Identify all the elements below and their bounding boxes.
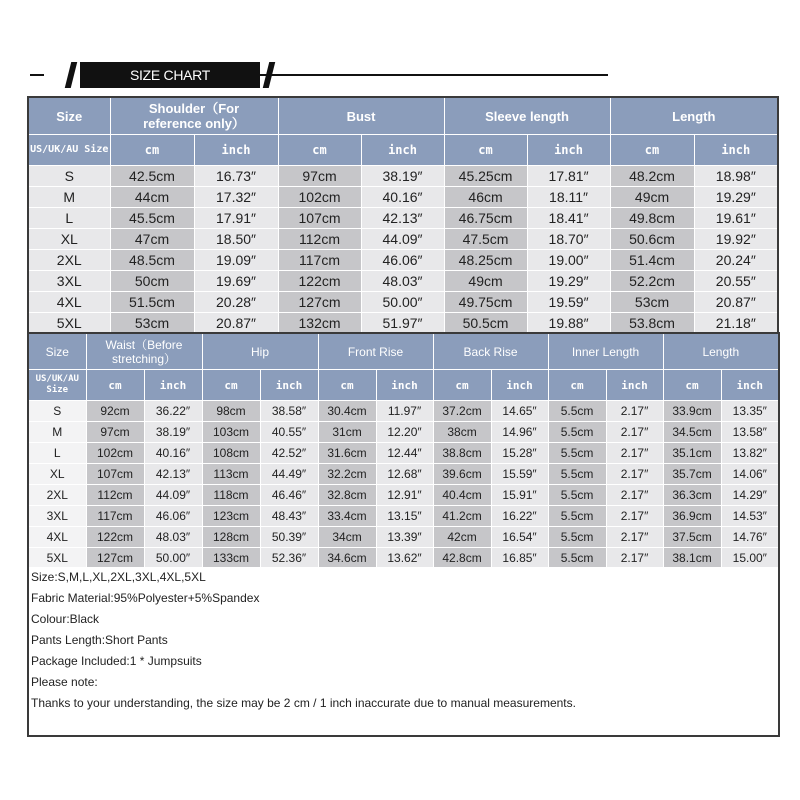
measurement-cell: 42.52″	[260, 443, 318, 464]
top-table-unit-row	[28, 135, 778, 166]
size-cell: 2XL	[28, 250, 110, 271]
measurement-cell: 5.5cm	[548, 548, 606, 570]
size-cell: XL	[28, 464, 86, 485]
measurement-cell: 39.6cm	[433, 464, 491, 485]
measurement-cell: 2.17″	[606, 548, 663, 570]
measurement-cell: 33.9cm	[663, 401, 721, 422]
header-back-rise: Back Rise	[433, 333, 548, 370]
measurement-cell: 50.5cm	[444, 313, 527, 335]
measurement-cell: 117cm	[278, 250, 361, 271]
measurement-cell: 53.8cm	[610, 313, 694, 335]
measurement-cell: 49.75cm	[444, 292, 527, 313]
measurement-cell: 49cm	[610, 187, 694, 208]
measurement-cell: 18.50″	[194, 229, 278, 250]
measurement-cell: 18.41″	[527, 208, 610, 229]
measurement-cell: 48.5cm	[110, 250, 194, 271]
measurement-cell: 38.1cm	[663, 548, 721, 570]
measurement-cell: 14.53″	[721, 506, 779, 527]
measurement-cell: 19.00″	[527, 250, 610, 271]
table-row	[28, 527, 779, 548]
measurement-cell: 31cm	[318, 422, 376, 443]
measurement-cell: 35.1cm	[663, 443, 721, 464]
measurement-cell: 14.96″	[491, 422, 548, 443]
measurement-cell: 122cm	[278, 271, 361, 292]
measurement-cell: 42.5cm	[110, 166, 194, 187]
unit-cm: cm	[548, 370, 606, 401]
measurement-cell: 19.59″	[527, 292, 610, 313]
measurement-cell: 13.35″	[721, 401, 779, 422]
measurement-cell: 127cm	[86, 548, 144, 570]
banner-rule	[256, 74, 608, 76]
bottom-table-body	[28, 401, 779, 570]
header-waist: Waist（Before stretching）	[86, 333, 202, 370]
measurement-cell: 19.88″	[527, 313, 610, 335]
measurement-cell: 12.20″	[376, 422, 433, 443]
measurement-cell: 13.62″	[376, 548, 433, 570]
size-region-label: US/UK/AU Size	[28, 370, 86, 401]
measurement-cell: 20.87″	[194, 313, 278, 335]
size-cell: 3XL	[28, 506, 86, 527]
measurement-cell: 15.59″	[491, 464, 548, 485]
table-row	[28, 292, 778, 313]
measurement-cell: 19.29″	[527, 271, 610, 292]
unit-inch: inch	[260, 370, 318, 401]
unit-cm: cm	[318, 370, 376, 401]
unit-cm: cm	[86, 370, 144, 401]
measurement-cell: 44.09″	[144, 485, 202, 506]
size-cell: L	[28, 208, 110, 229]
measurement-cell: 133cm	[202, 548, 260, 570]
measurement-cell: 16.54″	[491, 527, 548, 548]
size-cell: 5XL	[28, 548, 86, 570]
measurement-cell: 37.2cm	[433, 401, 491, 422]
header-length: Length	[663, 333, 779, 370]
measurement-cell: 40.4cm	[433, 485, 491, 506]
measurement-cell: 20.28″	[194, 292, 278, 313]
header-bust: Bust	[278, 97, 444, 135]
measurement-cell: 107cm	[86, 464, 144, 485]
measurement-cell: 40.16″	[361, 187, 444, 208]
unit-inch: inch	[144, 370, 202, 401]
note-sizes: Size:S,M,L,XL,2XL,3XL,4XL,5XL	[31, 570, 206, 584]
measurement-cell: 19.61″	[694, 208, 778, 229]
measurement-cell: 51.4cm	[610, 250, 694, 271]
measurement-cell: 45.25cm	[444, 166, 527, 187]
measurement-cell: 15.00″	[721, 548, 779, 570]
measurement-cell: 35.7cm	[663, 464, 721, 485]
size-chart-title: SIZE CHART	[80, 62, 260, 88]
unit-inch: inch	[694, 135, 778, 166]
unit-cm: cm	[278, 135, 361, 166]
measurement-cell: 21.18″	[694, 313, 778, 335]
note-colour: Colour:Black	[31, 612, 100, 626]
unit-cm: cm	[610, 135, 694, 166]
measurement-cell: 38.58″	[260, 401, 318, 422]
measurement-cell: 52.2cm	[610, 271, 694, 292]
measurement-cell: 103cm	[202, 422, 260, 443]
measurement-cell: 12.68″	[376, 464, 433, 485]
measurement-cell: 18.98″	[694, 166, 778, 187]
measurement-cell: 42cm	[433, 527, 491, 548]
measurement-cell: 15.28″	[491, 443, 548, 464]
measurement-cell: 46cm	[444, 187, 527, 208]
measurement-cell: 112cm	[86, 485, 144, 506]
measurement-cell: 2.17″	[606, 443, 663, 464]
measurement-cell: 32.2cm	[318, 464, 376, 485]
measurement-cell: 5.5cm	[548, 506, 606, 527]
size-cell: XL	[28, 229, 110, 250]
measurement-cell: 112cm	[278, 229, 361, 250]
table-row	[28, 485, 779, 506]
measurement-cell: 44.09″	[361, 229, 444, 250]
measurement-cell: 36.22″	[144, 401, 202, 422]
unit-cm: cm	[433, 370, 491, 401]
size-cell: 5XL	[28, 313, 110, 335]
measurement-cell: 18.11″	[527, 187, 610, 208]
bottom-table-header-row	[28, 333, 779, 370]
unit-cm: cm	[202, 370, 260, 401]
measurement-cell: 49.8cm	[610, 208, 694, 229]
header-size: Size	[28, 97, 110, 135]
note-fabric: Fabric Material:95%Polyester+5%Spandex	[31, 591, 260, 605]
measurement-cell: 45.5cm	[110, 208, 194, 229]
measurement-cell: 13.82″	[721, 443, 779, 464]
measurement-cell: 50.00″	[361, 292, 444, 313]
measurement-cell: 40.55″	[260, 422, 318, 443]
size-cell: 4XL	[28, 527, 86, 548]
measurement-cell: 42.13″	[144, 464, 202, 485]
measurement-cell: 49cm	[444, 271, 527, 292]
header-front-rise: Front Rise	[318, 333, 433, 370]
measurement-cell: 50.39″	[260, 527, 318, 548]
size-region-label: US/UK/AU Size	[28, 135, 110, 166]
measurement-cell: 48.03″	[144, 527, 202, 548]
note-pants-length: Pants Length:Short Pants	[31, 633, 168, 647]
measurement-cell: 108cm	[202, 443, 260, 464]
measurement-cell: 20.55″	[694, 271, 778, 292]
measurement-cell: 16.22″	[491, 506, 548, 527]
size-cell: 4XL	[28, 292, 110, 313]
measurement-cell: 12.91″	[376, 485, 433, 506]
measurement-cell: 14.29″	[721, 485, 779, 506]
measurement-cell: 2.17″	[606, 485, 663, 506]
measurement-cell: 113cm	[202, 464, 260, 485]
measurement-cell: 16.85″	[491, 548, 548, 570]
unit-inch: inch	[606, 370, 663, 401]
unit-cm: cm	[444, 135, 527, 166]
measurement-cell: 13.39″	[376, 527, 433, 548]
measurement-cell: 5.5cm	[548, 485, 606, 506]
measurement-cell: 98cm	[202, 401, 260, 422]
table-row	[28, 271, 778, 292]
measurement-cell: 34.6cm	[318, 548, 376, 570]
unit-inch: inch	[194, 135, 278, 166]
top-table-header-row	[28, 97, 778, 135]
measurement-cell: 50.6cm	[610, 229, 694, 250]
measurement-cell: 33.4cm	[318, 506, 376, 527]
measurement-cell: 128cm	[202, 527, 260, 548]
header-shoulder: Shoulder（For reference only）	[110, 97, 278, 135]
measurement-cell: 47.5cm	[444, 229, 527, 250]
measurement-cell: 47cm	[110, 229, 194, 250]
measurement-cell: 132cm	[278, 313, 361, 335]
measurement-cell: 20.24″	[694, 250, 778, 271]
banner-dash	[30, 74, 44, 76]
header-size: Size	[28, 333, 86, 370]
measurement-cell: 14.76″	[721, 527, 779, 548]
measurement-cell: 2.17″	[606, 527, 663, 548]
size-chart-banner	[30, 62, 590, 88]
table-row	[28, 229, 778, 250]
measurement-cell: 46.06″	[361, 250, 444, 271]
measurement-cell: 17.81″	[527, 166, 610, 187]
header-hip: Hip	[202, 333, 318, 370]
measurement-cell: 2.17″	[606, 422, 663, 443]
bottom-size-table	[27, 332, 780, 570]
table-row	[28, 250, 778, 271]
top-size-table	[27, 96, 779, 335]
measurement-cell: 36.9cm	[663, 506, 721, 527]
measurement-cell: 2.17″	[606, 464, 663, 485]
size-cell: 2XL	[28, 485, 86, 506]
measurement-cell: 38cm	[433, 422, 491, 443]
header-length: Length	[610, 97, 778, 135]
measurement-cell: 11.97″	[376, 401, 433, 422]
measurement-cell: 46.75cm	[444, 208, 527, 229]
header-inner-length: Inner Length	[548, 333, 663, 370]
measurement-cell: 48.43″	[260, 506, 318, 527]
measurement-cell: 18.70″	[527, 229, 610, 250]
measurement-cell: 97cm	[278, 166, 361, 187]
table-row	[28, 401, 779, 422]
measurement-cell: 53cm	[610, 292, 694, 313]
unit-inch: inch	[527, 135, 610, 166]
unit-inch: inch	[376, 370, 433, 401]
header-sleeve-length: Sleeve length	[444, 97, 610, 135]
table-row	[28, 422, 779, 443]
measurement-cell: 19.92″	[694, 229, 778, 250]
measurement-cell: 38.8cm	[433, 443, 491, 464]
table-row	[28, 464, 779, 485]
measurement-cell: 123cm	[202, 506, 260, 527]
measurement-cell: 51.97″	[361, 313, 444, 335]
size-cell: S	[28, 401, 86, 422]
measurement-cell: 102cm	[86, 443, 144, 464]
measurement-cell: 5.5cm	[548, 527, 606, 548]
measurement-cell: 97cm	[86, 422, 144, 443]
bottom-table-unit-row	[28, 370, 779, 401]
unit-cm: cm	[663, 370, 721, 401]
measurement-cell: 53cm	[110, 313, 194, 335]
measurement-cell: 12.44″	[376, 443, 433, 464]
measurement-cell: 42.8cm	[433, 548, 491, 570]
size-cell: L	[28, 443, 86, 464]
measurement-cell: 5.5cm	[548, 401, 606, 422]
unit-cm: cm	[110, 135, 194, 166]
measurement-cell: 92cm	[86, 401, 144, 422]
measurement-cell: 14.65″	[491, 401, 548, 422]
measurement-cell: 46.46″	[260, 485, 318, 506]
measurement-cell: 52.36″	[260, 548, 318, 570]
measurement-cell: 30.4cm	[318, 401, 376, 422]
size-cell: M	[28, 187, 110, 208]
top-table-body	[28, 166, 778, 335]
measurement-cell: 118cm	[202, 485, 260, 506]
measurement-cell: 17.91″	[194, 208, 278, 229]
measurement-cell: 15.91″	[491, 485, 548, 506]
measurement-cell: 48.25cm	[444, 250, 527, 271]
measurement-cell: 38.19″	[144, 422, 202, 443]
measurement-cell: 17.32″	[194, 187, 278, 208]
size-cell: 3XL	[28, 271, 110, 292]
measurement-cell: 48.03″	[361, 271, 444, 292]
measurement-cell: 44.49″	[260, 464, 318, 485]
measurement-cell: 20.87″	[694, 292, 778, 313]
table-row	[28, 166, 778, 187]
measurement-cell: 34cm	[318, 527, 376, 548]
measurement-cell: 122cm	[86, 527, 144, 548]
measurement-cell: 127cm	[278, 292, 361, 313]
measurement-cell: 46.06″	[144, 506, 202, 527]
measurement-cell: 41.2cm	[433, 506, 491, 527]
measurement-cell: 48.2cm	[610, 166, 694, 187]
product-notes	[27, 567, 780, 737]
measurement-cell: 2.17″	[606, 506, 663, 527]
measurement-cell: 14.06″	[721, 464, 779, 485]
measurement-cell: 19.09″	[194, 250, 278, 271]
measurement-cell: 19.69″	[194, 271, 278, 292]
unit-inch: inch	[721, 370, 779, 401]
measurement-cell: 44cm	[110, 187, 194, 208]
measurement-cell: 5.5cm	[548, 443, 606, 464]
table-row	[28, 443, 779, 464]
measurement-cell: 5.5cm	[548, 422, 606, 443]
measurement-cell: 13.58″	[721, 422, 779, 443]
measurement-cell: 50cm	[110, 271, 194, 292]
measurement-cell: 38.19″	[361, 166, 444, 187]
measurement-cell: 13.15″	[376, 506, 433, 527]
measurement-cell: 102cm	[278, 187, 361, 208]
size-cell: M	[28, 422, 86, 443]
measurement-cell: 32.8cm	[318, 485, 376, 506]
measurement-cell: 40.16″	[144, 443, 202, 464]
unit-inch: inch	[361, 135, 444, 166]
measurement-cell: 2.17″	[606, 401, 663, 422]
measurement-cell: 37.5cm	[663, 527, 721, 548]
measurement-cell: 50.00″	[144, 548, 202, 570]
note-disclaimer: Thanks to your understanding, the size may be 2 cm / 1 inch inaccurate due to manual measurements.	[31, 696, 576, 710]
measurement-cell: 36.3cm	[663, 485, 721, 506]
measurement-cell: 5.5cm	[548, 464, 606, 485]
table-row	[28, 187, 778, 208]
measurement-cell: 34.5cm	[663, 422, 721, 443]
measurement-cell: 117cm	[86, 506, 144, 527]
table-row	[28, 313, 778, 335]
table-row	[28, 208, 778, 229]
measurement-cell: 51.5cm	[110, 292, 194, 313]
table-row	[28, 548, 779, 570]
measurement-cell: 16.73″	[194, 166, 278, 187]
measurement-cell: 42.13″	[361, 208, 444, 229]
note-please-note: Please note:	[31, 675, 98, 689]
measurement-cell: 31.6cm	[318, 443, 376, 464]
measurement-cell: 107cm	[278, 208, 361, 229]
measurement-cell: 19.29″	[694, 187, 778, 208]
note-package: Package Included:1 * Jumpsuits	[31, 654, 202, 668]
unit-inch: inch	[491, 370, 548, 401]
table-row	[28, 506, 779, 527]
size-cell: S	[28, 166, 110, 187]
